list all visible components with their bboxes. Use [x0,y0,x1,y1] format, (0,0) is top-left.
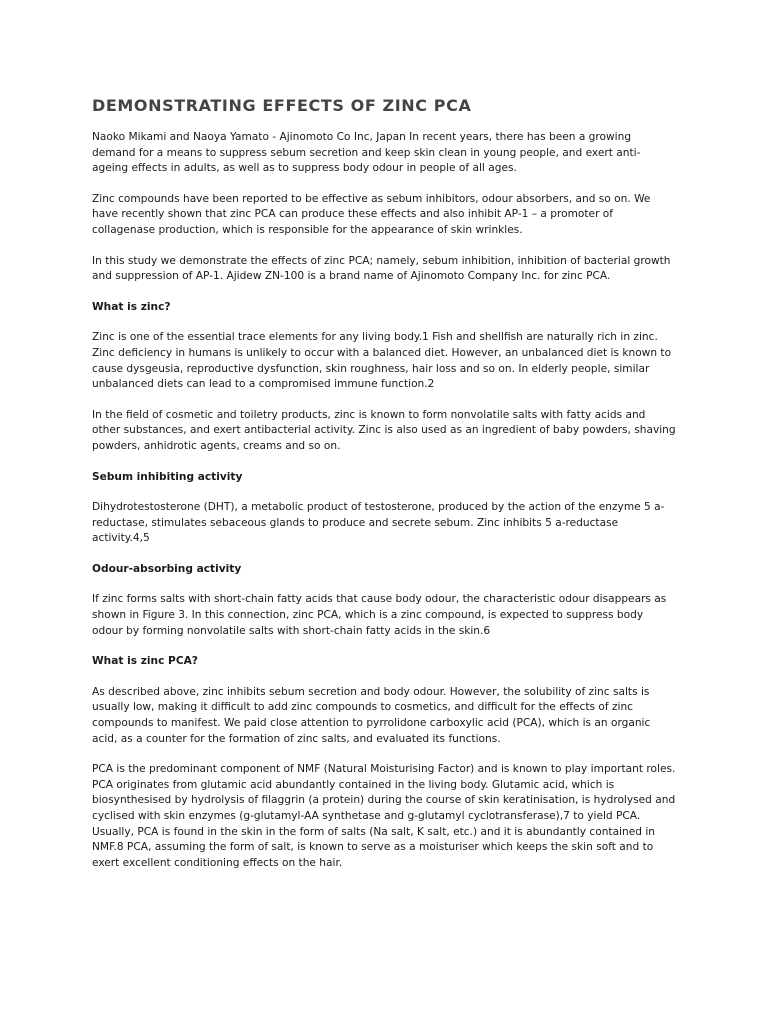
cosmetic-field-paragraph: In the field of cosmetic and toiletry products, zinc is known to form nonvolatile salts with fatty acids and other substances, and exert antibacterial activity. Zinc is also used as an ingredient of baby powders, shaving powders, anhidrotic agents, creams and so on. [92,408,676,452]
section-heading-zinc-pca: What is zinc PCA? [92,655,198,668]
section-heading-odour: Odour-absorbing activity [92,562,242,575]
pca-nmf-paragraph: PCA is the predominant component of NMF (Natural Moisturising Factor) and is known to play important roles. PCA originates from glutamic acid abundantly contained in the living body. Glutamic acid, which is biosynthesised by hydrolysis of filaggrin (a protein) during the course of skin keratinisation, is hydrolysed and cyclised with skin enzymes (g-glutamyl-AA synthetase and g-glutamyl cyclotransferase),7 to yield PCA. Usually, PCA is found in the skin in the form of salts (Na salt, K salt, etc.) and it is abundantly contained in NMF.8 PCA, assuming the form of salt, is known to serve as a moisturiser which keeps the skin soft and to exert excellent conditioning effects on the hair. [92,763,676,869]
sebum-paragraph: Dihydrotestosterone (DHT), a metabolic product of testosterone, produced by the action of the enzyme 5 a-reductase, stimulates sebaceous glands to produce and secrete sebum. Zinc inhibits 5 a-reductase activity.4,5 [92,501,665,545]
zinc-compounds-paragraph: Zinc compounds have been reported to be effective as sebum inhibitors, odour absorbers, and so on. We have recently shown that zinc PCA can produce these effects and also inhibit AP-1 – a promoter of collagenase production, which is responsible for the appearance of skin wrinkles. [92,192,651,236]
intro-paragraph: Naoko Mikami and Naoya Yamato - Ajinomoto Co Inc, Japan In recent years, there has been a growing demand for a means to suppress sebum secretion and keep skin clean in young people, and exert anti-ageing effects in adults, as well as to suppress body odour in people of all ages. [92,131,641,175]
zinc-pca-paragraph: As described above, zinc inhibits sebum secretion and body odour. However, the solubility of zinc salts is usually low, making it difficult to add zinc compounds to cosmetics, and difficult for the effects of zinc compounds to manifest. We paid close attention to pyrrolidone carboxylic acid (PCA), which is an organic acid, as a counter for the formation of zinc salts, and evaluated its functions. [92,685,651,745]
section-heading-what-is-zinc: What is zinc? [92,300,171,313]
odour-paragraph: If zinc forms salts with short-chain fatty acids that cause body odour, the characteristic odour disappears as shown in Figure 3. In this connection, zinc PCA, which is a zinc compound, is expected to suppress body odour by forming nonvolatile salts with short-chain fatty acids in the skin.6 [92,593,667,637]
document-title: DEMONSTRATING EFFECTS OF ZINC PCA [92,96,472,115]
section-heading-sebum: Sebum inhibiting activity [92,470,243,483]
zinc-essential-paragraph: Zinc is one of the essential trace elements for any living body.1 Fish and shellfish are naturally rich in zinc. Zinc deficiency in humans is unlikely to occur with a balanced diet. However, an unbalanced diet is known to cause dysgeusia, reproductive dysfunction, skin roughness, hair loss and so on. In elderly people, similar unbalanced diets can lead to a compromised immune function.2 [92,331,672,391]
study-paragraph: In this study we demonstrate the effects of zinc PCA; namely, sebum inhibition, inhibition of bacterial growth and suppression of AP-1. Ajidew ZN-100 is a brand name of Ajinomoto Company Inc. for zinc PCA. [92,254,671,283]
